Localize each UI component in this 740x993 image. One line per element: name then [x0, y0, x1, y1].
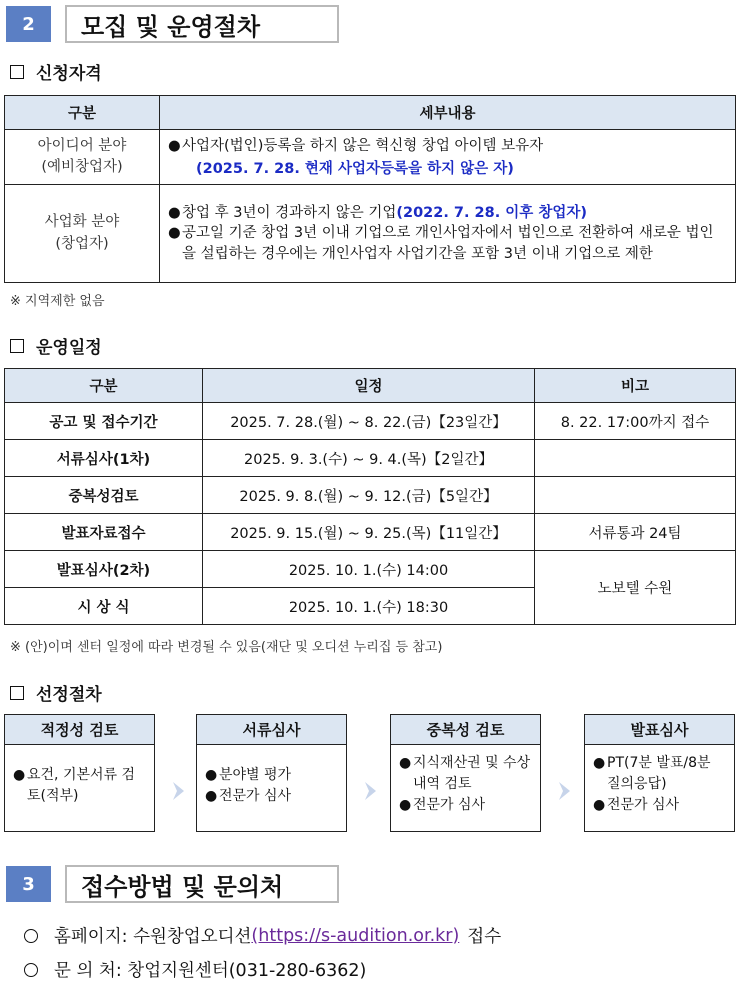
section-number: 3: [6, 866, 51, 902]
step-card: [390, 714, 541, 832]
checkbox-square-icon: [10, 65, 24, 79]
step-body: [197, 745, 346, 815]
section-3-header: [6, 864, 339, 904]
list-item: ● 요건, 기본서류 검토(적부): [13, 765, 146, 807]
table-row: [5, 514, 736, 551]
schedule-note: 8. 22. 17:00까지 접수: [535, 403, 736, 440]
schedule-note: [535, 440, 736, 477]
schedule-date: 2025. 9. 8.(월) ~ 9. 12.(금)【5일간】: [203, 477, 535, 514]
list-item: ● 창업 후 3년이 경과하지 않은 기업(2022. 7. 28. 이후 창업자): [168, 203, 727, 223]
list-item: ● 사업자(법인)등록을 하지 않은 혁신형 창업 아이템 보유자: [168, 136, 727, 156]
column-header: 구분: [5, 96, 160, 130]
circle-bullet-icon: [24, 963, 38, 977]
bullet-icon: ●: [168, 205, 181, 222]
step-body: [585, 745, 734, 824]
list-item: ● 전문가 심사: [205, 786, 338, 807]
date-emphasis: (2025. 7. 28. 현재 사업자등록을 하지 않은 자): [196, 160, 514, 177]
category-cell: 아이디어 분야 (예비창업자): [5, 130, 160, 185]
schedule-name: 공고 및 접수기간: [5, 403, 203, 440]
column-header: 일정: [203, 369, 535, 403]
contact-homepage: 홈페이지: 수원창업오디션 (https://s-audition.or.kr) 접수: [24, 923, 501, 948]
schedule-note: [535, 477, 736, 514]
eligibility-table: [4, 95, 736, 283]
schedule-date: 2025. 9. 15.(월) ~ 9. 25.(목)【11일간】: [203, 514, 535, 551]
list-item: ● PT(7분 발표/8분 질의응답): [593, 753, 726, 795]
schedule-note: 노보텔 수원: [535, 551, 736, 625]
section-title: 접수방법 및 문의처: [65, 865, 339, 903]
step-title: 중복성 검토: [391, 715, 540, 745]
bullet-icon: ●: [168, 225, 181, 242]
checkbox-square-icon: [10, 686, 24, 700]
chevron-right-icon: [362, 780, 380, 802]
table-row: [5, 440, 736, 477]
selection-heading: 선정절차: [10, 680, 102, 705]
schedule-name: 시 상 식: [5, 588, 203, 625]
step-card: [196, 714, 347, 832]
bullet-icon: ●: [205, 788, 218, 804]
schedule-name: 중복성검토: [5, 477, 203, 514]
section-number: 2: [6, 6, 51, 42]
list-item: ● 전문가 심사: [593, 795, 726, 816]
homepage-link[interactable]: (https://s-audition.or.kr): [251, 925, 460, 946]
table-row: [5, 477, 736, 514]
schedule-note-text: ※ (안)이며 센터 일정에 따라 변경될 수 있음(재단 및 오디션 누리집 등 참고): [10, 640, 443, 655]
bullet-icon: ●: [168, 138, 181, 155]
chevron-right-icon: [170, 780, 188, 802]
column-header: 비고: [535, 369, 736, 403]
circle-bullet-icon: [24, 929, 38, 943]
table-row: [5, 185, 736, 283]
step-title: 서류심사: [197, 715, 346, 745]
chevron-right-icon: [556, 780, 574, 802]
list-item: ● 지식재산권 및 수상내역 검토: [399, 753, 532, 795]
schedule-note: 서류통과 24팀: [535, 514, 736, 551]
list-item: ● 전문가 심사: [399, 795, 532, 816]
column-header: 세부내용: [160, 96, 736, 130]
schedule-date: 2025. 7. 28.(월) ~ 8. 22.(금)【23일간】: [203, 403, 535, 440]
category-cell: 사업화 분야 (창업자): [5, 185, 160, 283]
table-row: [5, 130, 736, 185]
bullet-icon: ●: [593, 755, 606, 771]
step-title: 발표심사: [585, 715, 734, 745]
step-card: [4, 714, 155, 832]
date-emphasis: (2022. 7. 28. 이후 창업자): [396, 205, 588, 222]
section-title: 모집 및 운영절차: [65, 5, 339, 43]
list-item: ● 분야별 평가: [205, 765, 338, 786]
eligibility-heading: 신청자격: [10, 59, 102, 84]
bullet-icon: ●: [399, 755, 412, 771]
table-header-row: [5, 369, 736, 403]
schedule-name: 발표심사(2차): [5, 551, 203, 588]
step-body: [391, 745, 540, 824]
table-header-row: [5, 96, 736, 130]
detail-cell: [160, 185, 736, 283]
section-2-header: [6, 4, 339, 44]
bullet-icon: ●: [205, 767, 218, 783]
column-header: 구분: [5, 369, 203, 403]
bullet-icon: ●: [13, 767, 26, 783]
schedule-heading: 운영일정: [10, 333, 102, 358]
schedule-date: 2025. 10. 1.(수) 14:00: [203, 551, 535, 588]
step-card: [584, 714, 735, 832]
schedule-date: 2025. 10. 1.(수) 18:30: [203, 588, 535, 625]
list-item: ● 공고일 기준 창업 3년 이내 기업으로 개인사업자에서 법인으로 전환하여 새로운 법인을 설립하는 경우에는 개인사업자 사업기간을 포함 3년 이내 기업으로 제한: [168, 223, 727, 264]
step-body: [5, 745, 154, 815]
contact-inquiry: 문 의 처: 창업지원센터(031-280-6362): [24, 957, 366, 982]
schedule-name: 서류심사(1차): [5, 440, 203, 477]
bullet-icon: ●: [593, 797, 606, 813]
table-row: [5, 551, 736, 588]
bullet-icon: ●: [399, 797, 412, 813]
table-row: [5, 403, 736, 440]
detail-cell: [160, 130, 736, 185]
step-title: 적정성 검토: [5, 715, 154, 745]
schedule-table: [4, 368, 736, 625]
eligibility-note: ※ 지역제한 없음: [10, 294, 105, 309]
schedule-date: 2025. 9. 3.(수) ~ 9. 4.(목)【2일간】: [203, 440, 535, 477]
checkbox-square-icon: [10, 339, 24, 353]
schedule-name: 발표자료접수: [5, 514, 203, 551]
